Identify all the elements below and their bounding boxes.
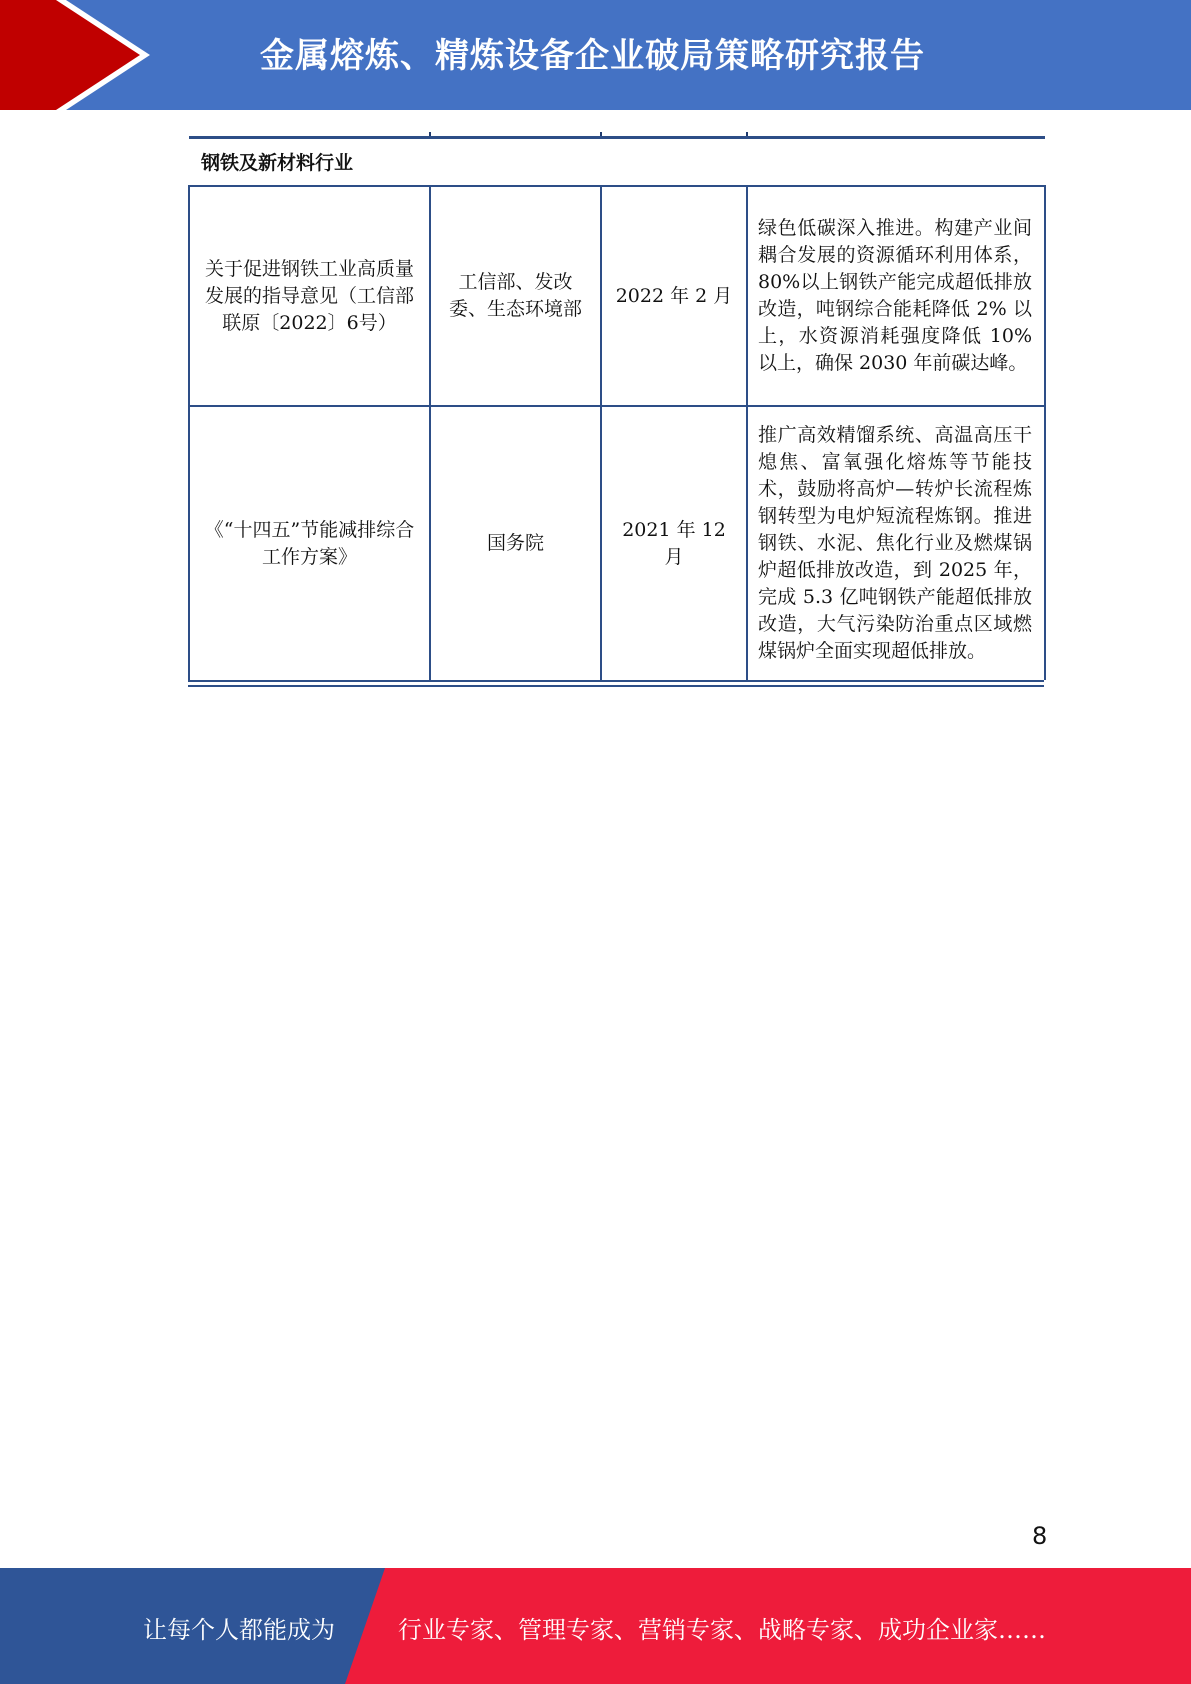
header-chevron-icon [0, 0, 160, 110]
table-row [189, 406, 1045, 680]
table-bottom-rule [188, 680, 1044, 687]
table-top-continuation [188, 132, 1044, 136]
page-footer [0, 1568, 1191, 1684]
content-cell: 推广高效精馏系统、高温高压干熄焦、富氧强化熔炼等节能技术，鼓励将高炉—转炉长流程炼钢转型为电炉短流程炼钢。推进钢铁、水泥、焦化行业及燃煤锅炉超低排放改造，到 2025 年，完成 5.3 亿吨钢铁产能超低排放改造，大气污染防治重点区域燃煤锅炉全面实现超低排放。 [747, 406, 1045, 680]
policy-name-cell: 关于促进钢铁工业高质量发展的指导意见（工信部联原〔2022〕6号） [189, 186, 430, 406]
policy-name-cell: 《“十四五”节能减排综合工作方案》 [189, 406, 430, 680]
page-number: 8 [1032, 1522, 1048, 1550]
table-section-row [189, 138, 1045, 187]
footer-slogan-left: 让每个人都能成为 [143, 1616, 335, 1644]
page-header [0, 0, 1191, 110]
section-title: 钢铁及新材料行业 [189, 138, 1045, 187]
date-cell: 2022 年 2 月 [601, 186, 747, 406]
document-title: 金属熔炼、精炼设备企业破局策略研究报告 [260, 36, 925, 76]
table-row [189, 186, 1045, 406]
policy-table [188, 132, 1044, 687]
footer-slogan-right: 行业专家、管理专家、营销专家、战略专家、成功企业家…… [398, 1616, 1046, 1644]
content-cell: 绿色低碳深入推进。构建产业间耦合发展的资源循环利用体系，80%以上钢铁产能完成超低排放改造，吨钢综合能耗降低 2% 以上，水资源消耗强度降低 10%以上，确保 2030 年前碳达峰。 [747, 186, 1045, 406]
date-cell: 2021 年 12 月 [601, 406, 747, 680]
department-cell: 工信部、发改委、生态环境部 [430, 186, 601, 406]
department-cell: 国务院 [430, 406, 601, 680]
